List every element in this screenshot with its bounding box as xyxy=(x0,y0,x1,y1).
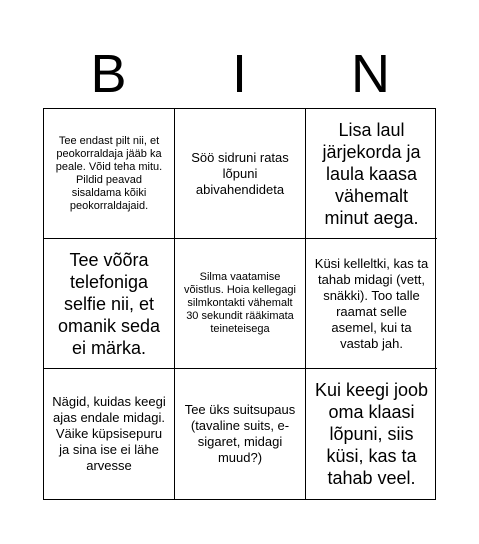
bingo-cell-3[interactable] xyxy=(306,109,437,239)
bingo-cell-4[interactable] xyxy=(44,239,175,369)
bingo-cell-9[interactable] xyxy=(306,369,437,499)
bingo-cell-8[interactable] xyxy=(175,369,306,499)
header-letter-i: I xyxy=(231,44,247,104)
bingo-cell-text: Söö sidruni ratas lõpuni abivahendideta xyxy=(191,149,289,197)
bingo-header xyxy=(43,40,436,108)
bingo-cell-text: Kui keegi joob oma klaasi lõpuni, siis küsi, kas ta tahab veel. xyxy=(314,380,429,488)
bingo-cell-2[interactable] xyxy=(175,109,306,239)
header-letter-n: N xyxy=(351,44,390,104)
bingo-cell-7[interactable] xyxy=(44,369,175,499)
bingo-cell-text: Lisa laul järjekorda ja laula kaasa vähemalt minut aega. xyxy=(322,119,421,228)
bingo-cell-6[interactable] xyxy=(306,239,437,369)
bingo-cell-text: Tee endast pilt nii, et peokorraldaja jääb ka peale. Võid teha mitu. Pildid peavad sisaldama kõiki peokorraldajaid. xyxy=(55,134,163,212)
bingo-cell-text: Silma vaatamise võistlus. Hoia kellegagi silmkontakti vähemalt 30 sekundit rääkimata teineteisega xyxy=(184,271,296,335)
bingo-cell-text: Tee üks suitsupaus (tavaline suits, e-sigaret, midagi muud?) xyxy=(184,402,296,465)
bingo-cell-5[interactable] xyxy=(175,239,306,369)
bingo-grid xyxy=(43,108,436,500)
bingo-cell-1[interactable] xyxy=(44,109,175,239)
bingo-cell-text: Nägid, kuidas keegi ajas endale midagi. Väike küpsisepuru ja sina ise ei lähe arvesse xyxy=(52,394,166,473)
bingo-cell-text: Küsi kelleltki, kas ta tahab midagi (vett, snäkki). Too talle raamat selle asemel, kui ta vastab jah. xyxy=(314,255,429,351)
bingo-cell-text: Tee võõra telefoniga selfie nii, et omanik seda ei märka. xyxy=(57,249,161,358)
header-letter-b: B xyxy=(90,44,127,104)
